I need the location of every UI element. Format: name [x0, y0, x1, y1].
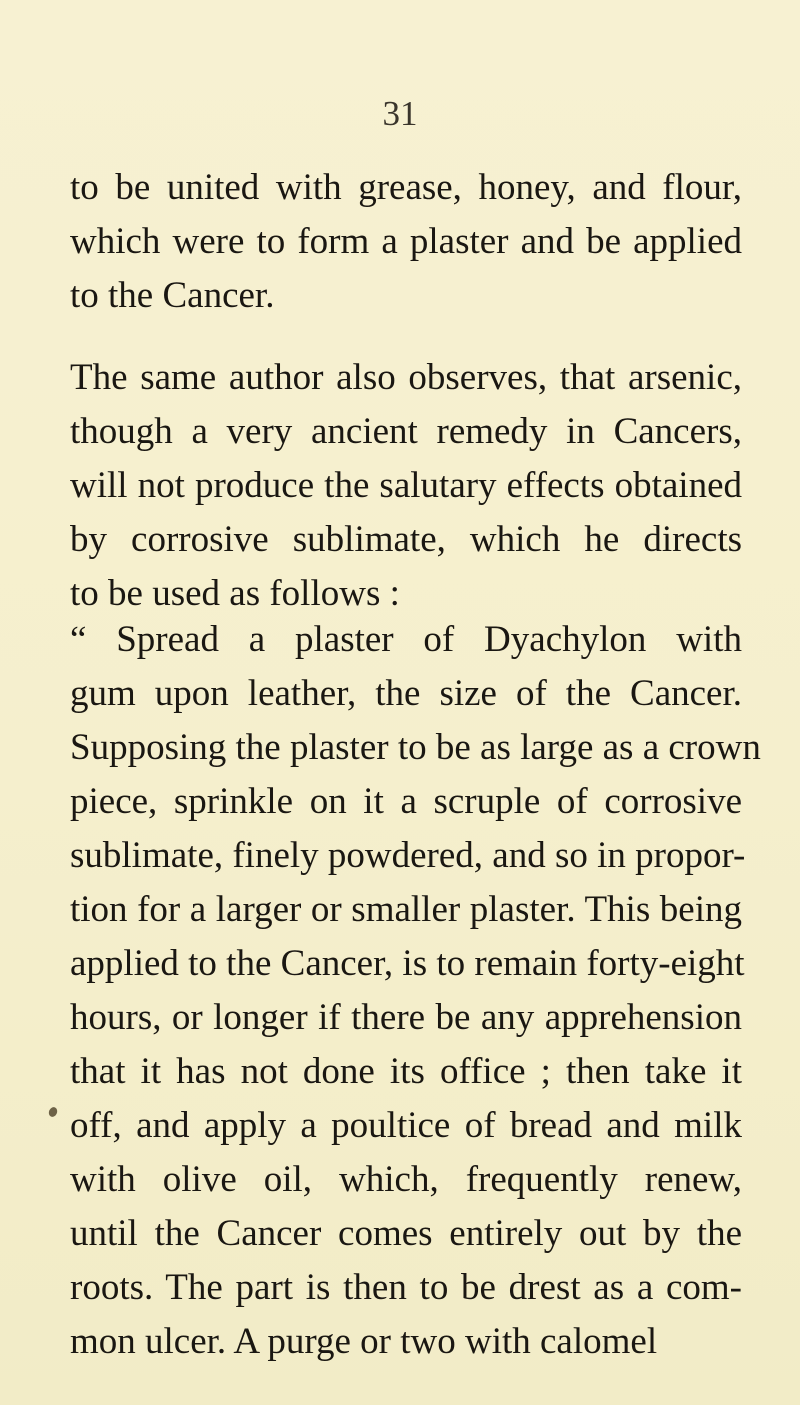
paragraph-continuation — [70, 161, 742, 323]
text-line: Supposing the plaster to be as large as a crown — [70, 727, 761, 768]
text-line: though a very ancient remedy in Cancers, — [70, 411, 742, 452]
paragraph-arsenic — [70, 351, 742, 621]
text-line: to be used as follows : — [70, 573, 400, 614]
text-line: to be united with grease, honey, and flour, — [70, 167, 742, 208]
ink-speck — [47, 1106, 58, 1118]
paragraph-quotation — [70, 613, 761, 1369]
text-line: tion for a larger or smaller plaster. This being — [70, 889, 742, 930]
text-line: sublimate, finely powdered, and so in propor- — [70, 835, 746, 876]
text-line: that it has not done its office ; then take it — [70, 1051, 742, 1092]
text-line: off, and apply a poultice of bread and milk — [70, 1105, 742, 1146]
text-line: by corrosive sublimate, which he directs — [70, 519, 742, 560]
text-line: The same author also observes, that arsenic, — [70, 357, 742, 398]
text-line: which were to form a plaster and be applied — [70, 221, 742, 262]
text-line: roots. The part is then to be drest as a com- — [70, 1267, 742, 1308]
text-line: “ Spread a plaster of Dyachylon with — [70, 619, 742, 660]
page-number: 31 — [382, 94, 418, 133]
text-line: gum upon leather, the size of the Cancer. — [70, 673, 742, 714]
text-line: to the Cancer. — [70, 275, 275, 316]
text-line: hours, or longer if there be any apprehension — [70, 997, 742, 1038]
text-line: until the Cancer comes entirely out by the — [70, 1213, 742, 1254]
text-line: piece, sprinkle on it a scruple of corrosive — [70, 781, 742, 822]
text-line: applied to the Cancer, is to remain forty-eight — [70, 943, 745, 984]
text-line: mon ulcer. A purge or two with calomel — [70, 1321, 658, 1362]
text-line: with olive oil, which, frequently renew, — [70, 1159, 742, 1200]
text-line: will not produce the salutary effects obtained — [70, 465, 742, 506]
